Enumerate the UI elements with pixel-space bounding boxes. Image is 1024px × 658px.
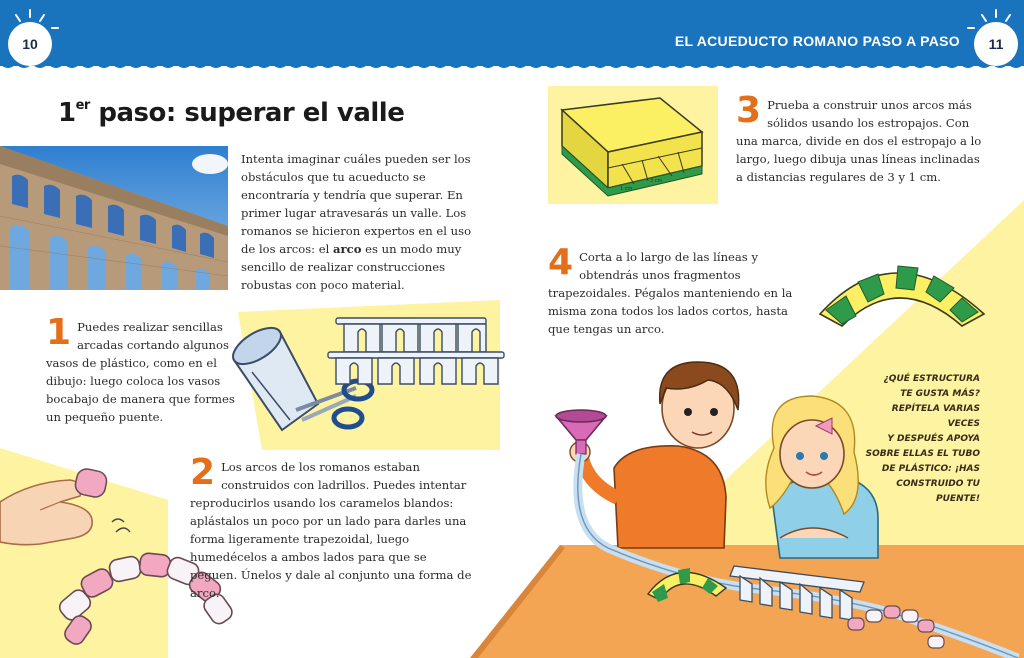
plastic-cup-icon [232, 321, 318, 430]
callout-line: CONSTRUIDO TU [896, 479, 980, 489]
callout-line: REPÍTELA VARIAS VECES [891, 404, 980, 429]
intro-text-1: Intenta imaginar cuáles pueden ser los obstáculos que tu acueducto se encontraría y tendría que superar. En primer lugar atravesarás un valle. Los romanos se hicieron expertos en el uso de los arcos: el [241, 152, 472, 256]
cup-arcade-icon [328, 318, 504, 384]
sponge-arch-illustration [814, 252, 990, 334]
step-1 [46, 312, 242, 426]
step-2 [190, 452, 476, 602]
step-number: 1 [46, 312, 72, 353]
aqueduct-photo [0, 146, 228, 290]
title-ordinal: 1 [58, 98, 76, 128]
callout-line: TE GUSTA MÁS? [900, 389, 980, 399]
children-illustration [548, 348, 1024, 658]
page-number-left: 10 [8, 22, 52, 66]
girl-icon [766, 396, 878, 558]
header-scallop [0, 56, 1024, 74]
candy-arch-small-icon [848, 606, 944, 648]
page-number-right: 11 [974, 22, 1018, 66]
sponge-arch-small-icon [648, 568, 726, 602]
funnel-icon [556, 410, 606, 454]
sponge-label-3cm: 3 cm [650, 178, 663, 184]
intro-paragraph [241, 150, 481, 294]
callout-line: ¿QUÉ ESTRUCTURA [883, 374, 980, 384]
sponge-illustration [552, 92, 716, 200]
step-number: 4 [548, 242, 574, 283]
step-number: 2 [190, 452, 216, 493]
step-text: Los arcos de los romanos estaban construidos con ladrillos. Puedes intentar reproducirlos usando los caramelos blandos: aplástalos un poco por un lado para darles una forma ligeramente trapezoidal, luego humedécelos a ambos lados para que se peguen. Únelos y dale al conjunto una forma de arco. [190, 460, 472, 600]
title-ordinal-suffix: er [75, 98, 90, 113]
sponge-label-1cm: 1 cm [620, 186, 633, 192]
intro-text-2: es un modo muy sencillo de realizar construcciones robustas con poco material. [241, 242, 462, 292]
step-text: Puedes realizar sencillas arcadas cortando algunos vasos de plástico, como en el dibujo: luego coloca los vasos bocabajo de manera que formes un pequeño puente. [46, 320, 235, 424]
step-text: Prueba a construir unos arcos más sólidos usando los estropajos. Con una marca, divide en dos el estropajo a lo largo, luego dibuja unas líneas inclinadas a distancias regulares de 3 y 1 cm. [736, 98, 982, 184]
step-4 [548, 242, 798, 338]
page-title [58, 98, 404, 128]
callout-line: PUENTE! [936, 494, 980, 504]
callout-line: DE PLÁSTICO: ¡HAS [881, 464, 980, 474]
cups-scissors-illustration [232, 312, 508, 450]
step-number: 3 [736, 90, 762, 131]
step-3 [736, 90, 986, 186]
boy-icon [570, 362, 739, 548]
intro-bold-term: arco [333, 242, 362, 256]
running-title: EL ACUEDUCTO ROMANO PASO A PASO [674, 33, 960, 49]
callout-line: Y DESPUÉS APOYA [887, 434, 980, 444]
step-text: Corta a lo largo de las líneas y obtendrás unos fragmentos trapezoidales. Pégalos manteniendo en la misma zona todos los lados cortos, hasta que tengas un arco. [548, 250, 793, 336]
callout-line: SOBRE ELLAS EL TUBO [865, 449, 980, 459]
title-text: paso: superar el valle [98, 98, 405, 128]
